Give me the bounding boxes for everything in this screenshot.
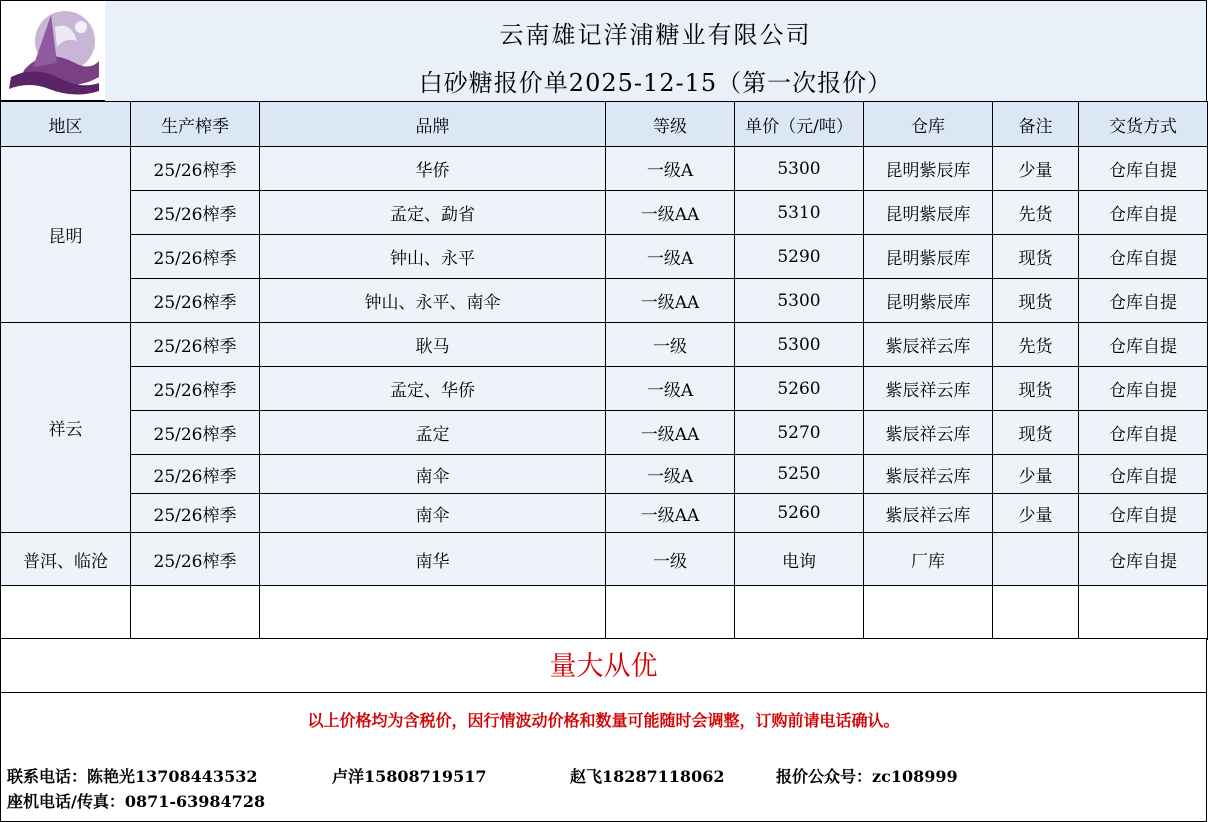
warehouse-cell: 厂库 — [864, 533, 993, 586]
fax-number: 座机电话/传真：0871-63984728 — [7, 792, 266, 811]
price-cell: 5290 — [735, 235, 864, 279]
table-row — [1, 147, 1208, 191]
company-logo-icon — [5, 7, 101, 97]
note-cell: 现货 — [993, 279, 1079, 323]
table-row — [1, 191, 1208, 235]
table-row — [1, 494, 1208, 533]
table-row — [1, 411, 1208, 455]
note-cell: 先货 — [993, 323, 1079, 367]
delivery-cell: 仓库自提 — [1079, 279, 1208, 323]
grade-cell: 一级AA — [606, 411, 735, 455]
table-row — [1, 323, 1208, 367]
brand-cell: 钟山、永平、南伞 — [260, 279, 606, 323]
warehouse-cell: 昆明紫辰库 — [864, 235, 993, 279]
empty-cell — [993, 586, 1079, 640]
price-cell: 5270 — [735, 411, 864, 455]
warehouse-cell: 紫辰祥云库 — [864, 323, 993, 367]
brand-cell: 南伞 — [260, 455, 606, 494]
contact-phone-2: 卢洋15808719517 — [332, 767, 487, 786]
delivery-cell: 仓库自提 — [1079, 367, 1208, 411]
note-cell: 先货 — [993, 191, 1079, 235]
empty-cell — [864, 586, 993, 640]
delivery-cell: 仓库自提 — [1079, 494, 1208, 533]
delivery-cell: 仓库自提 — [1079, 455, 1208, 494]
grade-cell: 一级 — [606, 323, 735, 367]
empty-cell — [260, 586, 606, 640]
table-row — [1, 367, 1208, 411]
tax-notice: 以上价格均为含税价，因行情波动价格和数量可能随时会调整，订购前请电话确认。 — [0, 692, 1207, 747]
col-header-price: 单价（元/吨） — [735, 102, 864, 147]
warehouse-cell: 昆明紫辰库 — [864, 147, 993, 191]
grade-cell: 一级A — [606, 455, 735, 494]
brand-cell: 钟山、永平 — [260, 235, 606, 279]
price-cell: 5300 — [735, 147, 864, 191]
season-cell: 25/26榨季 — [131, 411, 260, 455]
empty-cell — [131, 586, 260, 640]
season-cell: 25/26榨季 — [131, 191, 260, 235]
grade-cell: 一级AA — [606, 191, 735, 235]
table-row — [1, 235, 1208, 279]
grade-cell: 一级AA — [606, 279, 735, 323]
warehouse-cell: 紫辰祥云库 — [864, 494, 993, 533]
warehouse-cell: 昆明紫辰库 — [864, 279, 993, 323]
table-row — [1, 455, 1208, 494]
note-cell: 现货 — [993, 411, 1079, 455]
price-cell: 电询 — [735, 533, 864, 586]
contact-footer — [0, 746, 1207, 822]
note-cell: 少量 — [993, 147, 1079, 191]
price-cell: 5260 — [735, 367, 864, 411]
note-cell: 少量 — [993, 494, 1079, 533]
brand-cell: 南伞 — [260, 494, 606, 533]
table-header-row — [1, 102, 1208, 147]
delivery-cell: 仓库自提 — [1079, 147, 1208, 191]
grade-cell: 一级A — [606, 235, 735, 279]
empty-cell — [606, 586, 735, 640]
region-cell: 祥云 — [1, 323, 131, 533]
col-header-season: 生产榨季 — [131, 102, 260, 147]
empty-cell — [735, 586, 864, 640]
season-cell: 25/26榨季 — [131, 323, 260, 367]
grade-cell: 一级A — [606, 367, 735, 411]
warehouse-cell: 紫辰祥云库 — [864, 367, 993, 411]
col-header-delivery: 交货方式 — [1079, 102, 1208, 147]
brand-cell: 孟定 — [260, 411, 606, 455]
empty-row — [1, 586, 1208, 640]
col-header-region: 地区 — [1, 102, 131, 147]
sheet-title: 白砂糖报价单2025-12-15（第一次报价） — [418, 69, 893, 97]
season-cell: 25/26榨季 — [131, 235, 260, 279]
col-header-warehouse: 仓库 — [864, 102, 993, 147]
brand-cell: 华侨 — [260, 147, 606, 191]
season-cell: 25/26榨季 — [131, 367, 260, 411]
contact-phone-3: 赵飞18287118062 — [570, 767, 725, 786]
contact-phone-1: 联系电话：陈艳光13708443532 — [7, 767, 258, 786]
table-row — [1, 533, 1208, 586]
note-cell: 少量 — [993, 455, 1079, 494]
season-cell: 25/26榨季 — [131, 279, 260, 323]
warehouse-cell: 紫辰祥云库 — [864, 455, 993, 494]
brand-cell: 南华 — [260, 533, 606, 586]
note-cell — [993, 533, 1079, 586]
season-cell: 25/26榨季 — [131, 455, 260, 494]
brand-cell: 耿马 — [260, 323, 606, 367]
delivery-cell: 仓库自提 — [1079, 323, 1208, 367]
col-header-brand: 品牌 — [260, 102, 606, 147]
season-cell: 25/26榨季 — [131, 533, 260, 586]
col-header-note: 备注 — [993, 102, 1079, 147]
delivery-cell: 仓库自提 — [1079, 235, 1208, 279]
delivery-cell: 仓库自提 — [1079, 533, 1208, 586]
col-header-grade: 等级 — [606, 102, 735, 147]
brand-cell: 孟定、勐省 — [260, 191, 606, 235]
table-row — [1, 279, 1208, 323]
empty-cell — [1, 586, 131, 640]
delivery-cell: 仓库自提 — [1079, 411, 1208, 455]
price-cell: 5300 — [735, 323, 864, 367]
region-cell: 普洱、临沧 — [1, 533, 131, 586]
price-cell: 5310 — [735, 191, 864, 235]
company-name: 云南雄记洋浦糖业有限公司 — [499, 21, 812, 49]
price-cell: 5250 — [735, 455, 864, 494]
grade-cell: 一级 — [606, 533, 735, 586]
warehouse-cell: 紫辰祥云库 — [864, 411, 993, 455]
bulk-discount-banner: 量大从优 — [0, 638, 1207, 693]
grade-cell: 一级AA — [606, 494, 735, 533]
delivery-cell: 仓库自提 — [1079, 191, 1208, 235]
empty-cell — [1079, 586, 1208, 640]
grade-cell: 一级A — [606, 147, 735, 191]
note-cell: 现货 — [993, 235, 1079, 279]
brand-cell: 孟定、华侨 — [260, 367, 606, 411]
season-cell: 25/26榨季 — [131, 494, 260, 533]
price-cell: 5260 — [735, 494, 864, 533]
price-cell: 5300 — [735, 279, 864, 323]
wechat-account: 报价公众号：zc108999 — [776, 767, 958, 786]
region-cell: 昆明 — [1, 147, 131, 323]
price-table — [0, 101, 1208, 640]
note-cell: 现货 — [993, 367, 1079, 411]
season-cell: 25/26榨季 — [131, 147, 260, 191]
sheet-header — [0, 0, 1207, 101]
warehouse-cell: 昆明紫辰库 — [864, 191, 993, 235]
